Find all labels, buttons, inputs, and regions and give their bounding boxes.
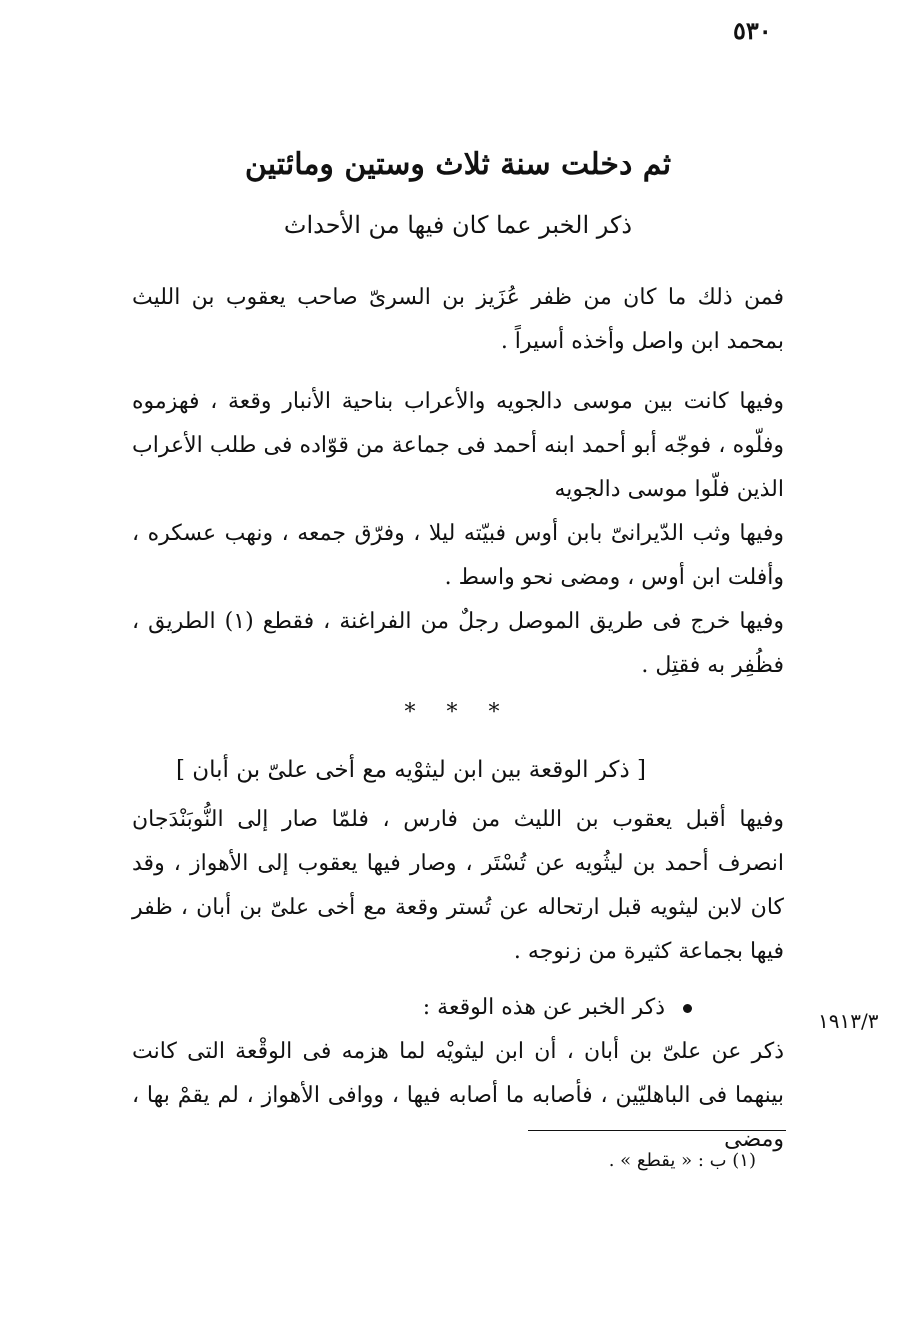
page-number: ٥٣٠: [733, 16, 772, 45]
paragraph-6: ذكر عن علىّ بن أبان ، أن ابن ليثويْه لما هزمه فى الوقْعة التى كانت بينهما فى الباهليّين ، فأصابه ما أصابه فيها ، ووافى الأهواز ، لم يقمْ بها ، ومضى: [132, 1039, 784, 1152]
paragraph-5: وفيها أقبل يعقوب بن الليث من فارس ، فلمّا صار إلى النُّوبَنْدَجان انصرف أحمد بن ليثُويه عن تُسْتَر ، وصار فيها يعقوب إلى الأهواز ، وقد كان لابن ليثويه قبل ارتحاله عن تُستر وقعة مع أخى علىّ بن أبان ، ظفر فيها بجماعة كثيرة من زنوجه .: [132, 807, 784, 964]
paragraph-3: وفيها وثب الدّيرانىّ بابن أوس فبيّته ليلا ، وفرّق جمعه ، ونهب عسكره ، وأفلت ابن أوس ، ومضى نحو واسط .: [132, 521, 784, 590]
chapter-title: ثم دخلت سنة ثلاث وستين ومائتين: [244, 147, 672, 182]
margin-reference: ١٩١٣/٣: [818, 1009, 879, 1033]
bullet-heading-text: ذكر الخبر عن هذه الوقعة :: [422, 995, 665, 1020]
footnote-divider: [528, 1130, 786, 1131]
paragraph-2: وفيها كانت بين موسى دالجويه والأعراب بناحية الأنبار وقعة ، فهزموه وفلّوه ، فوجّه أبو أحمد ابنه أحمد فى جماعة من قوّاده فى طلب الأعراب الذين فلّوا موسى دالجويه: [132, 389, 784, 502]
paragraph-1: فمن ذلك ما كان من ظفر عُزَيز بن السرىّ صاحب يعقوب بن الليث بمحمد ابن واصل وأخذه أسيراً .: [132, 285, 784, 354]
bullet-heading: [132, 990, 692, 1026]
section-separator: * * *: [404, 700, 512, 725]
bullet-dot-icon: [683, 1004, 692, 1013]
paragraph-4: وفيها خرج فى طريق الموصل رجلٌ من الفراغنة ، فقطع (١) الطريق ، فظُفِر به فقتِل .: [132, 609, 784, 678]
chapter-subtitle: ذكر الخبر عما كان فيها من الأحداث: [283, 211, 633, 239]
footnote: (١) ب : « يقطع » .: [608, 1150, 756, 1171]
section-heading: [ ذكر الوقعة بين ابن ليثوْيه مع أخى علىّ بن أبان ]: [175, 757, 646, 783]
